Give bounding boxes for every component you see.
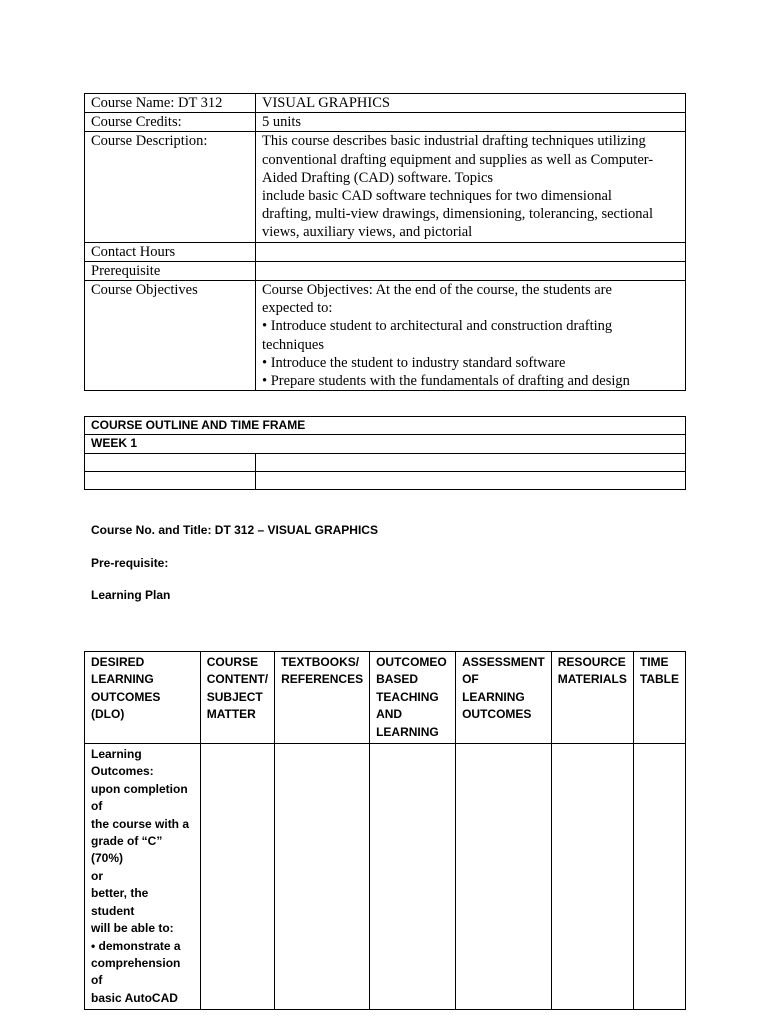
objectives-line: • Introduce student to architectural and construction drafting <box>262 318 613 335</box>
prerequisite-value <box>256 261 686 280</box>
dlo-line: the course with a <box>91 816 190 831</box>
contact-hours-label: Contact Hours <box>85 242 256 261</box>
course-no-title: Course No. and Title: DT 312 – VISUAL GRAPHICS <box>91 523 378 537</box>
dlo-line: upon completion of <box>91 781 188 814</box>
header-text: DESIRED LEARNING <box>91 655 154 687</box>
outline-cell <box>85 453 256 471</box>
header-text: ASSESSMENT <box>462 655 545 669</box>
dlo-line: better, the student <box>91 886 149 918</box>
teaching-cell <box>370 744 456 1010</box>
header-text: OUTCOMEO <box>376 655 447 669</box>
outline-empty-row <box>85 471 686 489</box>
textbooks-cell <box>275 744 370 1010</box>
header-text: TIME <box>639 655 669 669</box>
header-dlo <box>85 652 201 744</box>
dlo-line: grade of “C” (70%) <box>91 834 163 866</box>
outline-title: COURSE OUTLINE AND TIME FRAME <box>85 417 686 435</box>
header-text: OUTCOMES <box>462 707 532 722</box>
outline-cell <box>256 453 686 471</box>
header-time-table <box>633 652 685 744</box>
course-info-table <box>84 93 686 391</box>
header-text: RESOURCE <box>557 655 626 669</box>
course-outline-table <box>84 416 686 490</box>
dlo-line: • demonstrate a <box>91 938 181 953</box>
header-resource <box>551 652 633 744</box>
header-text: SUBJECT <box>206 689 263 704</box>
course-description-label: Course Description: <box>85 132 256 242</box>
outline-cell <box>256 471 686 489</box>
course-credits-row <box>85 113 686 132</box>
dlo-line: will be able to: <box>91 921 174 936</box>
contact-hours-value <box>256 242 686 261</box>
header-assessment <box>456 652 552 744</box>
dlo-line: or <box>91 868 103 883</box>
objectives-line: • Introduce the student to industry standard software <box>262 354 566 371</box>
description-line: Aided Drafting (CAD) software. Topics <box>262 169 494 186</box>
dlo-line: basic AutoCAD <box>91 990 178 1005</box>
header-course-content <box>200 652 274 744</box>
objectives-line: expected to: <box>262 300 333 317</box>
header-text: TABLE <box>639 672 679 687</box>
header-text: AND <box>376 707 403 722</box>
outline-week-row <box>85 435 686 453</box>
outline-week-label: WEEK 1 <box>85 435 686 453</box>
learning-plan-title: Learning Plan <box>91 588 171 602</box>
objectives-line: • Prepare students with the fundamentals of drafting and design <box>262 373 630 390</box>
header-text: MATERIALS <box>557 672 627 687</box>
header-text: COURSE <box>206 655 259 669</box>
objectives-line: Course Objectives: At the end of the course, the students are <box>262 282 612 299</box>
pre-requisite-label: Pre-requisite: <box>91 556 169 570</box>
prerequisite-row <box>85 261 686 280</box>
contact-hours-row <box>85 242 686 261</box>
objectives-line: techniques <box>262 336 325 353</box>
header-text: TEACHING <box>376 689 439 704</box>
header-teaching <box>370 652 456 744</box>
assessment-cell <box>456 744 552 1010</box>
description-line: This course describes basic industrial drafting techniques utilizing <box>262 133 646 150</box>
description-line: conventional drafting equipment and supplies as well as Computer- <box>262 151 654 168</box>
header-text: CONTENT/ <box>206 672 269 687</box>
course-description-value <box>256 132 686 242</box>
header-text: LEARNING <box>462 689 525 704</box>
resource-cell <box>551 744 633 1010</box>
learning-plan-body-row <box>85 744 686 1010</box>
header-text: BASED <box>376 672 419 687</box>
course-name-label: Course Name: DT 312 <box>85 94 256 113</box>
prerequisite-label: Prerequisite <box>85 261 256 280</box>
description-line: views, auxiliary views, and pictorial <box>262 224 473 241</box>
header-text: REFERENCES <box>281 672 364 687</box>
course-content-cell <box>200 744 274 1010</box>
header-text: OF <box>462 672 479 687</box>
description-line: drafting, multi-view drawings, dimensioning, tolerancing, sectional <box>262 206 654 223</box>
header-textbooks <box>275 652 370 744</box>
learning-plan-table <box>84 651 686 1010</box>
course-credits-value: 5 units <box>256 113 686 132</box>
course-objectives-row <box>85 281 686 391</box>
outline-title-row <box>85 417 686 435</box>
header-text: TEXTBOOKS/ <box>281 655 360 669</box>
dlo-cell <box>85 744 201 1010</box>
time-table-cell <box>633 744 685 1010</box>
course-objectives-value <box>256 281 686 391</box>
course-credits-label: Course Credits: <box>85 113 256 132</box>
header-text: OUTCOMES (DLO) <box>91 689 161 722</box>
course-name-row <box>85 94 686 113</box>
dlo-line: Learning Outcomes: <box>91 747 154 779</box>
course-description-row <box>85 132 686 242</box>
outline-empty-row <box>85 453 686 471</box>
course-name-value: VISUAL GRAPHICS <box>256 94 686 113</box>
dlo-line: comprehension of <box>91 955 181 988</box>
course-objectives-label: Course Objectives <box>85 281 256 391</box>
learning-plan-header-row <box>85 652 686 744</box>
description-line: include basic CAD software techniques for two dimensional <box>262 188 612 205</box>
header-text: MATTER <box>206 707 256 722</box>
outline-cell <box>85 471 256 489</box>
header-text: LEARNING <box>376 724 439 739</box>
